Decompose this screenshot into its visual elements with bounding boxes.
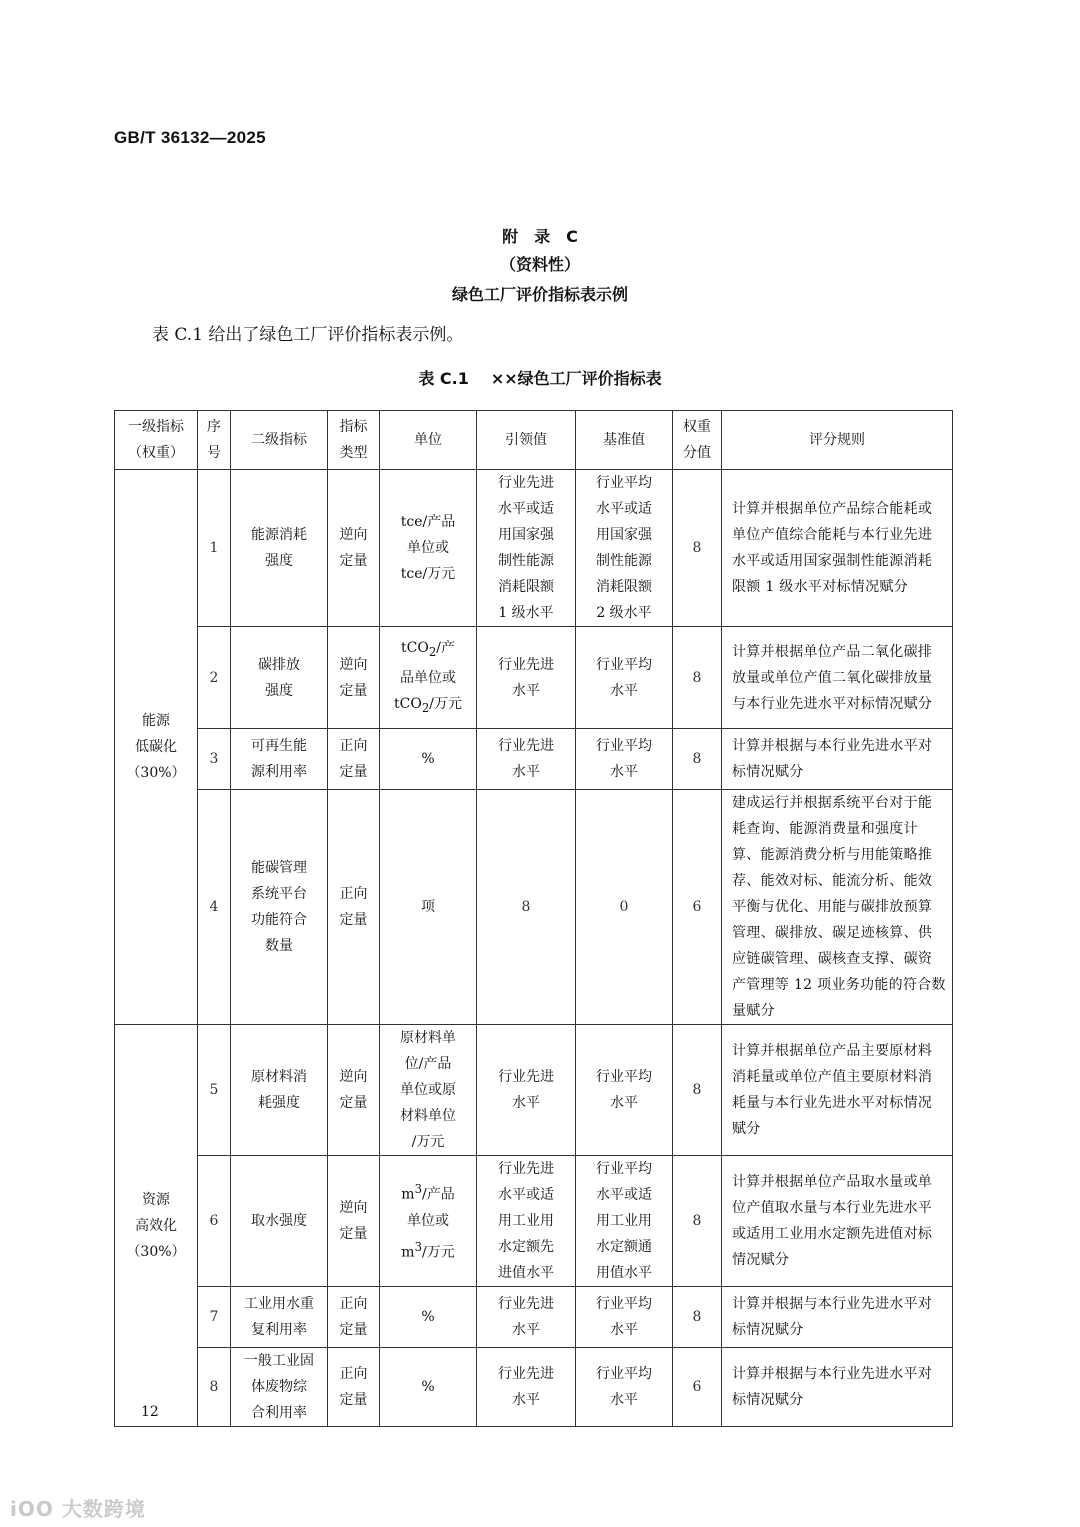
weight-score: 8 bbox=[673, 470, 722, 627]
weight-score: 8 bbox=[673, 1287, 722, 1348]
row-number: 4 bbox=[198, 790, 231, 1025]
scoring-rule: 计算并根据单位产品主要原材料消耗量或单位产值主要原材料消耗量与本行业先进水平对标情况赋分 bbox=[722, 1025, 953, 1156]
table-caption-title: ××绿色工厂评价指标表 bbox=[490, 369, 662, 388]
base-value: 行业平均 水平 bbox=[576, 627, 673, 729]
lead-value: 行业先进 水平或适 用国家强 制性能源 消耗限额 1 级水平 bbox=[477, 470, 576, 627]
table-row bbox=[115, 627, 953, 729]
group-resource-efficiency: 资源 高效化 （30%） bbox=[115, 1025, 198, 1427]
table-caption bbox=[0, 366, 1080, 389]
level2-indicator: 能碳管理 系统平台 功能符合 数量 bbox=[231, 790, 328, 1025]
table-row bbox=[115, 790, 953, 1025]
intro-paragraph: 表 C.1 给出了绿色工厂评价指标表示例。 bbox=[152, 325, 464, 345]
appendix-subtitle: 绿色工厂评价指标表示例 bbox=[451, 285, 628, 304]
lead-value: 8 bbox=[477, 790, 576, 1025]
appendix-nature: （资料性） bbox=[499, 255, 580, 274]
col-header-no: 序 号 bbox=[198, 411, 231, 470]
col-header-unit: 单位 bbox=[380, 411, 477, 470]
base-value: 行业平均 水平 bbox=[576, 1287, 673, 1348]
scoring-rule: 计算并根据单位产品取水量或单位产值取水量与本行业先进水平或适用工业用水定额先进值对标情况赋分 bbox=[722, 1156, 953, 1287]
weight-score: 8 bbox=[673, 627, 722, 729]
unit: % bbox=[380, 1287, 477, 1348]
scoring-rule: 计算并根据与本行业先进水平对标情况赋分 bbox=[722, 1287, 953, 1348]
col-header-level1: 一级指标 （权重） bbox=[115, 411, 198, 470]
indicator-type: 逆向 定量 bbox=[328, 627, 380, 729]
unit: 原材料单 位/产品 单位或原 材料单位 /万元 bbox=[380, 1025, 477, 1156]
col-header-level2: 二级指标 bbox=[231, 411, 328, 470]
lead-value: 行业先进 水平 bbox=[477, 729, 576, 790]
table-row bbox=[115, 1287, 953, 1348]
appendix-title: 附 录 C bbox=[502, 227, 578, 246]
col-header-type: 指标 类型 bbox=[328, 411, 380, 470]
col-header-weight: 权重 分值 bbox=[673, 411, 722, 470]
scoring-rule: 建成运行并根据系统平台对于能耗查询、能源消费量和强度计算、能源消费分析与用能策略推荐、能效对标、能流分析、能效平衡与优化、用能与碳排放预算管理、碳排放、碳足迹核算、供应链碳管理、碳核查支撑、碳资产管理等 12 项业务功能的符合数量赋分 bbox=[722, 790, 953, 1025]
row-number: 5 bbox=[198, 1025, 231, 1156]
base-value: 行业平均 水平 bbox=[576, 1025, 673, 1156]
indicator-type: 正向 定量 bbox=[328, 1287, 380, 1348]
indicator-type: 逆向 定量 bbox=[328, 470, 380, 627]
indicator-type: 正向 定量 bbox=[328, 790, 380, 1025]
group-energy-lowcarbon: 能源 低碳化 （30%） bbox=[115, 470, 198, 1025]
row-number: 6 bbox=[198, 1156, 231, 1287]
indicator-type: 正向 定量 bbox=[328, 729, 380, 790]
row-number: 8 bbox=[198, 1348, 231, 1427]
lead-value: 行业先进 水平 bbox=[477, 627, 576, 729]
document-id: GB/T 36132—2025 bbox=[114, 128, 266, 147]
lead-value: 行业先进 水平 bbox=[477, 1348, 576, 1427]
level2-indicator: 工业用水重 复利用率 bbox=[231, 1287, 328, 1348]
base-value: 0 bbox=[576, 790, 673, 1025]
level2-indicator: 碳排放 强度 bbox=[231, 627, 328, 729]
weight-score: 6 bbox=[673, 1348, 722, 1427]
base-value: 行业平均 水平 bbox=[576, 729, 673, 790]
scoring-rule: 计算并根据与本行业先进水平对标情况赋分 bbox=[722, 1348, 953, 1427]
table-row bbox=[115, 1156, 953, 1287]
indicator-type: 逆向 定量 bbox=[328, 1156, 380, 1287]
level2-indicator: 可再生能 源利用率 bbox=[231, 729, 328, 790]
row-number: 3 bbox=[198, 729, 231, 790]
level2-indicator: 原材料消 耗强度 bbox=[231, 1025, 328, 1156]
unit: $m^3/$产品 单位或 $m^3/$万元 bbox=[380, 1156, 477, 1287]
unit: % bbox=[380, 1348, 477, 1427]
table-row bbox=[115, 1025, 953, 1156]
base-value: 行业平均 水平或适 用国家强 制性能源 消耗限额 2 级水平 bbox=[576, 470, 673, 627]
weight-score: 8 bbox=[673, 1156, 722, 1287]
level2-indicator: 一般工业固 体废物综 合利用率 bbox=[231, 1348, 328, 1427]
weight-score: 8 bbox=[673, 1025, 722, 1156]
indicator-type: 逆向 定量 bbox=[328, 1025, 380, 1156]
row-number: 1 bbox=[198, 470, 231, 627]
col-header-rule: 评分规则 bbox=[722, 411, 953, 470]
col-header-base: 基准值 bbox=[576, 411, 673, 470]
scoring-rule: 计算并根据单位产品综合能耗或单位产值综合能耗与本行业先进水平或适用国家强制性能源消耗限额 1 级水平对标情况赋分 bbox=[722, 470, 953, 627]
unit: tce/产品 单位或 tce/万元 bbox=[380, 470, 477, 627]
indicator-type: 正向 定量 bbox=[328, 1348, 380, 1427]
table-row bbox=[115, 470, 953, 627]
lead-value: 行业先进 水平 bbox=[477, 1025, 576, 1156]
lead-value: 行业先进 水平或适 用工业用 水定额先 进值水平 bbox=[477, 1156, 576, 1287]
level2-indicator: 能源消耗 强度 bbox=[231, 470, 328, 627]
base-value: 行业平均 水平或适 用工业用 水定额通 用值水平 bbox=[576, 1156, 673, 1287]
unit: 项 bbox=[380, 790, 477, 1025]
evaluation-index-table bbox=[114, 410, 953, 1427]
unit: % bbox=[380, 729, 477, 790]
page-number: 12 bbox=[141, 1404, 159, 1420]
row-number: 2 bbox=[198, 627, 231, 729]
scoring-rule: 计算并根据与本行业先进水平对标情况赋分 bbox=[722, 729, 953, 790]
table-caption-number: 表 C.1 bbox=[418, 369, 469, 388]
watermark bbox=[10, 1493, 146, 1522]
row-number: 7 bbox=[198, 1287, 231, 1348]
weight-score: 8 bbox=[673, 729, 722, 790]
table-row bbox=[115, 729, 953, 790]
scoring-rule: 计算并根据单位产品二氧化碳排放量或单位产值二氧化碳排放量与本行业先进水平对标情况赋分 bbox=[722, 627, 953, 729]
watermark-text: 大数跨境 bbox=[61, 1497, 146, 1521]
lead-value: 行业先进 水平 bbox=[477, 1287, 576, 1348]
table-header-row bbox=[115, 411, 953, 470]
watermark-logo-icon: iOO bbox=[10, 1497, 54, 1521]
col-header-lead: 引领值 bbox=[477, 411, 576, 470]
table-row bbox=[115, 1348, 953, 1427]
level2-indicator: 取水强度 bbox=[231, 1156, 328, 1287]
unit: tCO$_2$/产 品单位或 tCO$_2$/万元 bbox=[380, 627, 477, 729]
base-value: 行业平均 水平 bbox=[576, 1348, 673, 1427]
weight-score: 6 bbox=[673, 790, 722, 1025]
